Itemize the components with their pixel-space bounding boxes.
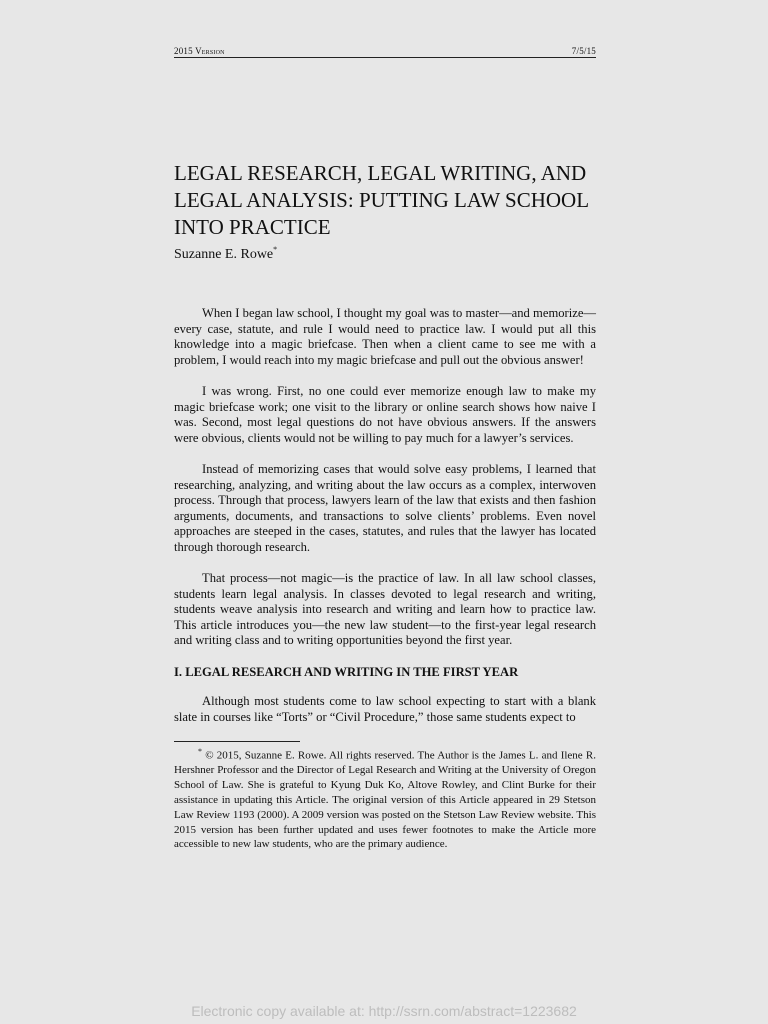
running-head-date: 7/5/15	[571, 46, 596, 56]
paragraph: Instead of memorizing cases that would solve easy problems, I learned that researching, analyzing, and writing about the law occurs as a complex, interwoven process. Through that process, lawyers learn of the law that exists and then fashion arguments, documents, and transactions to solve clients’ problems. Even novel approaches are steeped in the cases, statutes, and rules that the lawyer has located through thorough research.	[174, 461, 596, 554]
article-title: LEGAL RESEARCH, LEGAL WRITING, AND LEGAL ANALYSIS: PUTTING LAW SCHOOL INTO PRACTICE	[174, 161, 589, 239]
footnote	[174, 745, 596, 852]
paragraph: Although most students come to law school expecting to start with a blank slate in courses like “Torts” or “Civil Procedure,” those same students expect to	[174, 694, 596, 724]
paragraph: When I began law school, I thought my goal was to master—and memorize—every case, statute, and rule I would need to practice law. I would put all this knowledge into a magic briefcase. Then when a client came to see me with a problem, I would reach into my magic briefcase and pull out the obvious answer!	[174, 306, 596, 367]
ssrn-watermark: Electronic copy available at: http://ssrn.com/abstract=1223682	[191, 1003, 577, 1019]
paragraph: I was wrong. First, no one could ever memorize enough law to make my magic briefcase work; one visit to the library or online search shows how naive I was. Second, most legal questions do not have obvious answers. If the answers were obvious, clients would not be willing to pay much for a lawyer’s services.	[174, 383, 596, 445]
footnote-text: © 2015, Suzanne E. Rowe. All rights reserved. The Author is the James L. and Ilene R. Hershner Professor and the Director of Legal Research and Writing at the University of Oregon School of Law. She is grateful to Kyung Duk Ko, Altove Rowley, and Clint Burke for their assistance in updating this Article. The original version of this Article appeared in 29 Stetson Law Review 1193 (2000). A 2009 version was posted on the Stetson Law Review website. This 2015 version has been further updated and uses fewer footnotes to make the Article more accessible to new law students, who are the primary audience.	[174, 749, 596, 851]
author-footnote-marker[interactable]: *	[273, 245, 278, 254]
paragraph: That process—not magic—is the practice of law. In all law school classes, students learn legal analysis. In classes devoted to legal research and writing, students weave analysis into research and writing and learn how to practice law. This article introduces you—the new law student—to the first-year legal research and writing class and to writing opportunities beyond the first year.	[174, 571, 596, 648]
footnote-divider	[174, 741, 300, 742]
author-line	[174, 247, 277, 263]
author-name: Suzanne E. Rowe	[174, 247, 274, 262]
footnote-marker: *	[198, 747, 202, 756]
section-heading: I. LEGAL RESEARCH AND WRITING IN THE FIRST YEAR	[174, 664, 519, 679]
article-body	[174, 306, 596, 741]
running-head-version: 2015 Version	[174, 46, 225, 56]
running-head	[174, 46, 596, 58]
